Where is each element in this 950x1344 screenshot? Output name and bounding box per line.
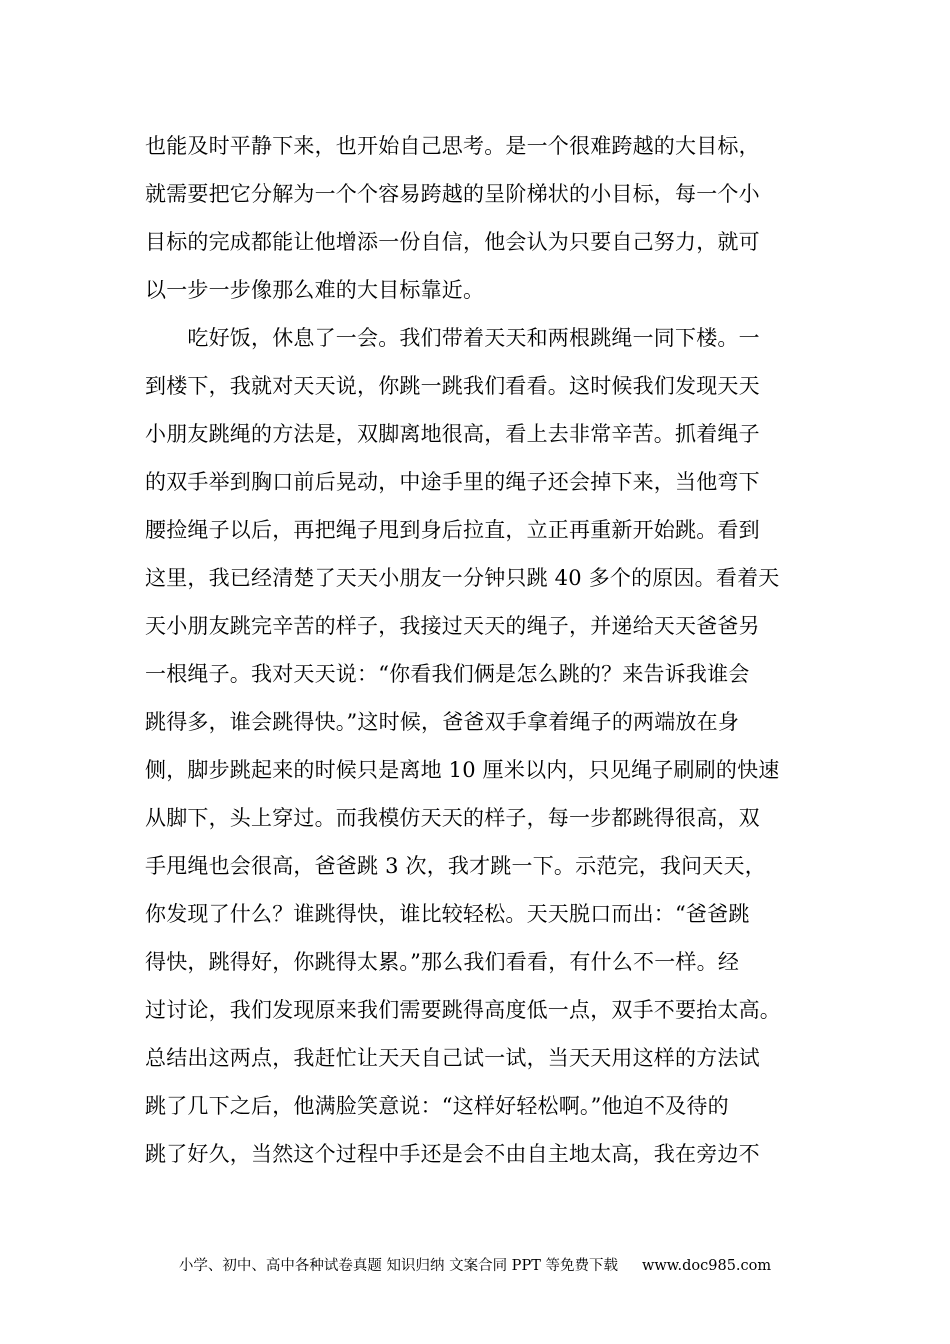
text-line: 过讨论，我们发现原来我们需要跳得高度低一点，双手不要抬太高。 [145, 998, 781, 1022]
text-line: 跳了几下之后，他满脸笑意说：“这样好轻松啊。”他迫不及待的 [145, 1094, 729, 1118]
page-footer [0, 1254, 950, 1278]
text-line: 跳得多，谁会跳得快。”这时候，爸爸双手拿着绳子的两端放在身 [145, 710, 740, 734]
text-line: 总结出这两点，我赶忙让天天自己试一试，当天天用这样的方法试 [145, 1046, 760, 1070]
text-line: 到楼下，我就对天天说，你跳一跳我们看看。这时候我们发现天天 [145, 374, 760, 398]
text-line: 一根绳子。我对天天说：“你看我们俩是怎么跳的？来告诉我谁会 [145, 662, 750, 686]
body-text [145, 122, 835, 1178]
footer-url: www.doc985.com [641, 1258, 772, 1274]
text-line: 吃好饭，休息了一会。我们带着天天和两根跳绳一同下楼。一 [145, 326, 760, 350]
text-line: 天小朋友跳完辛苦的样子，我接过天天的绳子，并递给天天爸爸另 [145, 614, 760, 638]
text-line: 这里，我已经清楚了天天小朋友一分钟只跳 40 多个的原因。看着天 [145, 566, 780, 590]
footer-text: 小学、初中、高中各种试卷真题 知识归纳 文案合同 PPT 等免费下载 [178, 1258, 618, 1274]
text-line: 手甩绳也会很高，爸爸跳 3 次，我才跳一下。示范完，我问天天， [145, 854, 766, 878]
text-line: 也能及时平静下来，也开始自己思考。是一个很难跨越的大目标， [145, 134, 760, 158]
text-line: 目标的完成都能让他增添一份自信，他会认为只要自己努力，就可 [145, 230, 760, 254]
text-line: 的双手举到胸口前后晃动，中途手里的绳子还会掉下来，当他弯下 [145, 470, 760, 494]
text-line: 从脚下，头上穿过。而我模仿天天的样子，每一步都跳得很高，双 [145, 806, 760, 830]
text-line: 腰捡绳子以后，再把绳子甩到身后拉直，立正再重新开始跳。看到 [145, 518, 760, 542]
text-line: 得快，跳得好，你跳得太累。”那么我们看看，有什么不一样。经 [145, 950, 740, 974]
text-line: 跳了好久，当然这个过程中手还是会不由自主地太高，我在旁边不 [145, 1142, 760, 1166]
text-line: 小朋友跳绳的方法是，双脚离地很高，看上去非常辛苦。抓着绳子 [145, 422, 760, 446]
text-line: 侧，脚步跳起来的时候只是离地 10 厘米以内，只见绳子刷刷的快速 [145, 758, 780, 782]
text-line: 就需要把它分解为一个个容易跨越的呈阶梯状的小目标，每一个小 [145, 182, 760, 206]
text-line: 你发现了什么？谁跳得快，谁比较轻松。天天脱口而出：“爸爸跳 [145, 902, 750, 926]
text-line: 以一步一步像那么难的大目标靠近。 [145, 278, 485, 302]
